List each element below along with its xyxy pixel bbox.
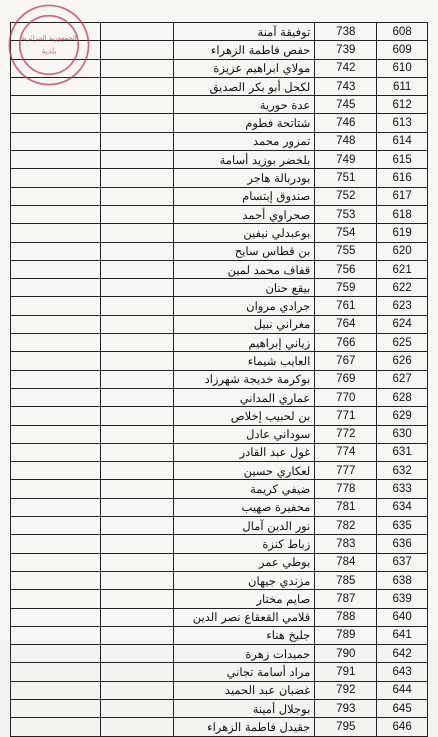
registration-number-cell: 774 [315, 443, 377, 461]
name-cell: بوطي عمر [174, 553, 315, 571]
blank-cell [101, 590, 174, 608]
blank-cell [101, 626, 174, 644]
registration-number-cell: 782 [315, 517, 377, 535]
row-number-cell: 633 [377, 480, 428, 498]
row-number-cell: 644 [377, 681, 428, 699]
table-row [11, 77, 428, 95]
table-row [11, 663, 428, 681]
row-number-cell: 620 [377, 242, 428, 260]
name-cell: سوداني عادل [174, 425, 315, 443]
table-row [11, 242, 428, 260]
blank-cell [11, 517, 101, 535]
registration-number-cell: 771 [315, 407, 377, 425]
table-row [11, 718, 428, 736]
name-cell: لكحل أبو بكر الصديق [174, 77, 315, 95]
registration-number-cell: 787 [315, 590, 377, 608]
row-number-cell: 616 [377, 169, 428, 187]
row-number-cell: 619 [377, 224, 428, 242]
blank-cell [11, 132, 101, 150]
name-cell: بن قطاس سايح [174, 242, 315, 260]
name-cell: بن لحبيب إخلاص [174, 407, 315, 425]
row-number-cell: 639 [377, 590, 428, 608]
svg-text:الجمهورية الجزائرية: الجمهورية الجزائرية [21, 33, 77, 42]
registration-number-cell: 788 [315, 608, 377, 626]
name-cell: جقيدل فاطمة الزهراء [174, 718, 315, 736]
row-number-cell: 626 [377, 352, 428, 370]
registration-number-cell: 793 [315, 699, 377, 717]
blank-cell [11, 41, 101, 59]
registration-number-cell: 795 [315, 718, 377, 736]
name-cell: قلامي القعقاع نصر الدين [174, 608, 315, 626]
blank-cell [11, 681, 101, 699]
row-number-cell: 630 [377, 425, 428, 443]
blank-cell [101, 224, 174, 242]
table-row [11, 425, 428, 443]
row-number-cell: 645 [377, 699, 428, 717]
blank-cell [101, 77, 174, 95]
blank-cell [101, 425, 174, 443]
blank-cell [11, 23, 101, 41]
row-number-cell: 642 [377, 645, 428, 663]
blank-cell [11, 187, 101, 205]
row-number-cell: 608 [377, 23, 428, 41]
blank-cell [101, 571, 174, 589]
name-cell: بلخضر بوزيد أسامة [174, 151, 315, 169]
name-cell: شتاتحة فطوم [174, 114, 315, 132]
table-row [11, 645, 428, 663]
registration-number-cell: 783 [315, 535, 377, 553]
row-number-cell: 631 [377, 443, 428, 461]
row-number-cell: 632 [377, 462, 428, 480]
name-cell: جليخ هناء [174, 626, 315, 644]
table-row [11, 407, 428, 425]
table-row [11, 151, 428, 169]
registration-number-cell: 748 [315, 132, 377, 150]
registration-number-cell: 749 [315, 151, 377, 169]
blank-cell [11, 242, 101, 260]
row-number-cell: 622 [377, 279, 428, 297]
blank-cell [101, 370, 174, 388]
blank-cell [11, 59, 101, 77]
row-number-cell: 629 [377, 407, 428, 425]
blank-cell [11, 498, 101, 516]
table-row [11, 41, 428, 59]
table-row [11, 260, 428, 278]
table-row [11, 315, 428, 333]
name-cell: غضبان عبد الحميد [174, 681, 315, 699]
table-row [11, 517, 428, 535]
blank-cell [101, 681, 174, 699]
table-row [11, 553, 428, 571]
blank-cell [101, 443, 174, 461]
blank-cell [101, 407, 174, 425]
row-number-cell: 640 [377, 608, 428, 626]
table-row [11, 297, 428, 315]
table-row [11, 498, 428, 516]
registration-number-cell: 785 [315, 571, 377, 589]
blank-cell [11, 279, 101, 297]
blank-cell [101, 132, 174, 150]
table-row [11, 132, 428, 150]
registration-number-cell: 755 [315, 242, 377, 260]
table-row [11, 626, 428, 644]
table-row [11, 114, 428, 132]
table-row [11, 699, 428, 717]
row-number-cell: 613 [377, 114, 428, 132]
blank-cell [11, 590, 101, 608]
row-number-cell: 623 [377, 297, 428, 315]
table-row [11, 590, 428, 608]
name-cell: مغراني نبيل [174, 315, 315, 333]
blank-cell [101, 260, 174, 278]
name-cell: لعكاري حسين [174, 462, 315, 480]
registration-number-cell: 756 [315, 260, 377, 278]
name-cell: حفص فاطمة الزهراء [174, 41, 315, 59]
row-number-cell: 615 [377, 151, 428, 169]
blank-cell [101, 59, 174, 77]
row-number-cell: 628 [377, 388, 428, 406]
name-cell: نور الدين آمال [174, 517, 315, 535]
blank-cell [11, 297, 101, 315]
row-number-cell: 614 [377, 132, 428, 150]
name-cell: بودربالة هاجر [174, 169, 315, 187]
blank-cell [101, 315, 174, 333]
blank-cell [11, 205, 101, 223]
name-cell: عماري المداني [174, 388, 315, 406]
blank-cell [11, 645, 101, 663]
table-row [11, 187, 428, 205]
registration-number-cell: 767 [315, 352, 377, 370]
blank-cell [101, 517, 174, 535]
registration-number-cell: 769 [315, 370, 377, 388]
blank-cell [101, 334, 174, 352]
registration-number-cell: 790 [315, 645, 377, 663]
table-row [11, 462, 428, 480]
registration-number-cell: 751 [315, 169, 377, 187]
registration-number-cell: 761 [315, 297, 377, 315]
table-row [11, 205, 428, 223]
blank-cell [11, 388, 101, 406]
registration-number-cell: 745 [315, 96, 377, 114]
row-number-cell: 625 [377, 334, 428, 352]
registration-number-cell: 777 [315, 462, 377, 480]
blank-cell [101, 151, 174, 169]
blank-cell [101, 169, 174, 187]
table-row [11, 23, 428, 41]
blank-cell [11, 425, 101, 443]
name-cell: زباط كنزة [174, 535, 315, 553]
registration-number-cell: 754 [315, 224, 377, 242]
name-cell: صايم مختار [174, 590, 315, 608]
table-row [11, 443, 428, 461]
blank-cell [101, 297, 174, 315]
blank-cell [101, 242, 174, 260]
name-cell: بوعبدلي نيفين [174, 224, 315, 242]
row-number-cell: 638 [377, 571, 428, 589]
name-cell: مزندي جيهان [174, 571, 315, 589]
name-cell: محفيرة صهيب [174, 498, 315, 516]
roster-body [11, 23, 428, 737]
row-number-cell: 612 [377, 96, 428, 114]
blank-cell [11, 718, 101, 736]
table-row [11, 279, 428, 297]
name-cell: العايب شيماء [174, 352, 315, 370]
registration-number-cell: 778 [315, 480, 377, 498]
name-cell: بوجلال أمينة [174, 699, 315, 717]
blank-cell [11, 480, 101, 498]
name-cell: توفيقة آمنة [174, 23, 315, 41]
name-cell: بيقع حنان [174, 279, 315, 297]
table-row [11, 334, 428, 352]
blank-cell [101, 498, 174, 516]
name-cell: صندوق إبتسام [174, 187, 315, 205]
blank-cell [101, 23, 174, 41]
blank-cell [11, 571, 101, 589]
blank-cell [101, 205, 174, 223]
blank-cell [101, 480, 174, 498]
table-row [11, 59, 428, 77]
row-number-cell: 611 [377, 77, 428, 95]
blank-cell [11, 370, 101, 388]
blank-cell [101, 41, 174, 59]
registration-number-cell: 742 [315, 59, 377, 77]
table-row [11, 480, 428, 498]
blank-cell [11, 553, 101, 571]
blank-cell [101, 187, 174, 205]
blank-cell [11, 315, 101, 333]
name-cell: قفاف محمد لمين [174, 260, 315, 278]
blank-cell [11, 443, 101, 461]
name-cell: عدة حورية [174, 96, 315, 114]
registration-number-cell: 764 [315, 315, 377, 333]
registration-number-cell: 739 [315, 41, 377, 59]
row-number-cell: 621 [377, 260, 428, 278]
name-cell: زياني إبراهيم [174, 334, 315, 352]
blank-cell [11, 535, 101, 553]
name-cell: مولاي ابراهيم عزيزة [174, 59, 315, 77]
name-cell: غول عبد القادر [174, 443, 315, 461]
blank-cell [11, 77, 101, 95]
registration-number-cell: 752 [315, 187, 377, 205]
blank-cell [11, 663, 101, 681]
name-cell: جرادي مروان [174, 297, 315, 315]
blank-cell [11, 334, 101, 352]
registration-number-cell: 738 [315, 23, 377, 41]
blank-cell [11, 352, 101, 370]
table-row [11, 224, 428, 242]
blank-cell [101, 663, 174, 681]
registration-number-cell: 792 [315, 681, 377, 699]
blank-cell [11, 169, 101, 187]
blank-cell [11, 407, 101, 425]
name-cell: صحراوي أحمد [174, 205, 315, 223]
name-cell: ضيفي كريمة [174, 480, 315, 498]
blank-cell [11, 96, 101, 114]
table-row [11, 388, 428, 406]
registration-number-cell: 784 [315, 553, 377, 571]
svg-text:بلدية: بلدية [41, 46, 57, 56]
blank-cell [101, 608, 174, 626]
table-row [11, 370, 428, 388]
registration-number-cell: 743 [315, 77, 377, 95]
row-number-cell: 624 [377, 315, 428, 333]
registration-number-cell: 781 [315, 498, 377, 516]
blank-cell [101, 279, 174, 297]
blank-cell [101, 699, 174, 717]
row-number-cell: 634 [377, 498, 428, 516]
registration-number-cell: 759 [315, 279, 377, 297]
blank-cell [11, 224, 101, 242]
blank-cell [11, 462, 101, 480]
name-cell: بوكرمة خديجة شهرزاد [174, 370, 315, 388]
blank-cell [11, 151, 101, 169]
row-number-cell: 618 [377, 205, 428, 223]
blank-cell [101, 645, 174, 663]
row-number-cell: 610 [377, 59, 428, 77]
registration-number-cell: 753 [315, 205, 377, 223]
registration-number-cell: 789 [315, 626, 377, 644]
registration-number-cell: 770 [315, 388, 377, 406]
blank-cell [11, 699, 101, 717]
row-number-cell: 609 [377, 41, 428, 59]
blank-cell [101, 535, 174, 553]
table-row [11, 681, 428, 699]
blank-cell [11, 114, 101, 132]
blank-cell [11, 608, 101, 626]
blank-cell [101, 114, 174, 132]
table-row [11, 169, 428, 187]
blank-cell [101, 352, 174, 370]
blank-cell [11, 260, 101, 278]
table-row [11, 352, 428, 370]
table-row [11, 571, 428, 589]
row-number-cell: 641 [377, 626, 428, 644]
table-row [11, 535, 428, 553]
registration-number-cell: 746 [315, 114, 377, 132]
registration-number-cell: 791 [315, 663, 377, 681]
blank-cell [101, 96, 174, 114]
blank-cell [101, 718, 174, 736]
roster-table [10, 22, 428, 737]
blank-cell [101, 388, 174, 406]
name-cell: حميدات زهرة [174, 645, 315, 663]
row-number-cell: 635 [377, 517, 428, 535]
blank-cell [101, 553, 174, 571]
table-row [11, 608, 428, 626]
blank-cell [101, 462, 174, 480]
row-number-cell: 627 [377, 370, 428, 388]
blank-cell [11, 626, 101, 644]
row-number-cell: 636 [377, 535, 428, 553]
row-number-cell: 617 [377, 187, 428, 205]
row-number-cell: 643 [377, 663, 428, 681]
row-number-cell: 637 [377, 553, 428, 571]
row-number-cell: 646 [377, 718, 428, 736]
registration-number-cell: 766 [315, 334, 377, 352]
name-cell: تمزور محمد [174, 132, 315, 150]
registration-number-cell: 772 [315, 425, 377, 443]
table-row [11, 96, 428, 114]
name-cell: مراد أسامة تجاني [174, 663, 315, 681]
